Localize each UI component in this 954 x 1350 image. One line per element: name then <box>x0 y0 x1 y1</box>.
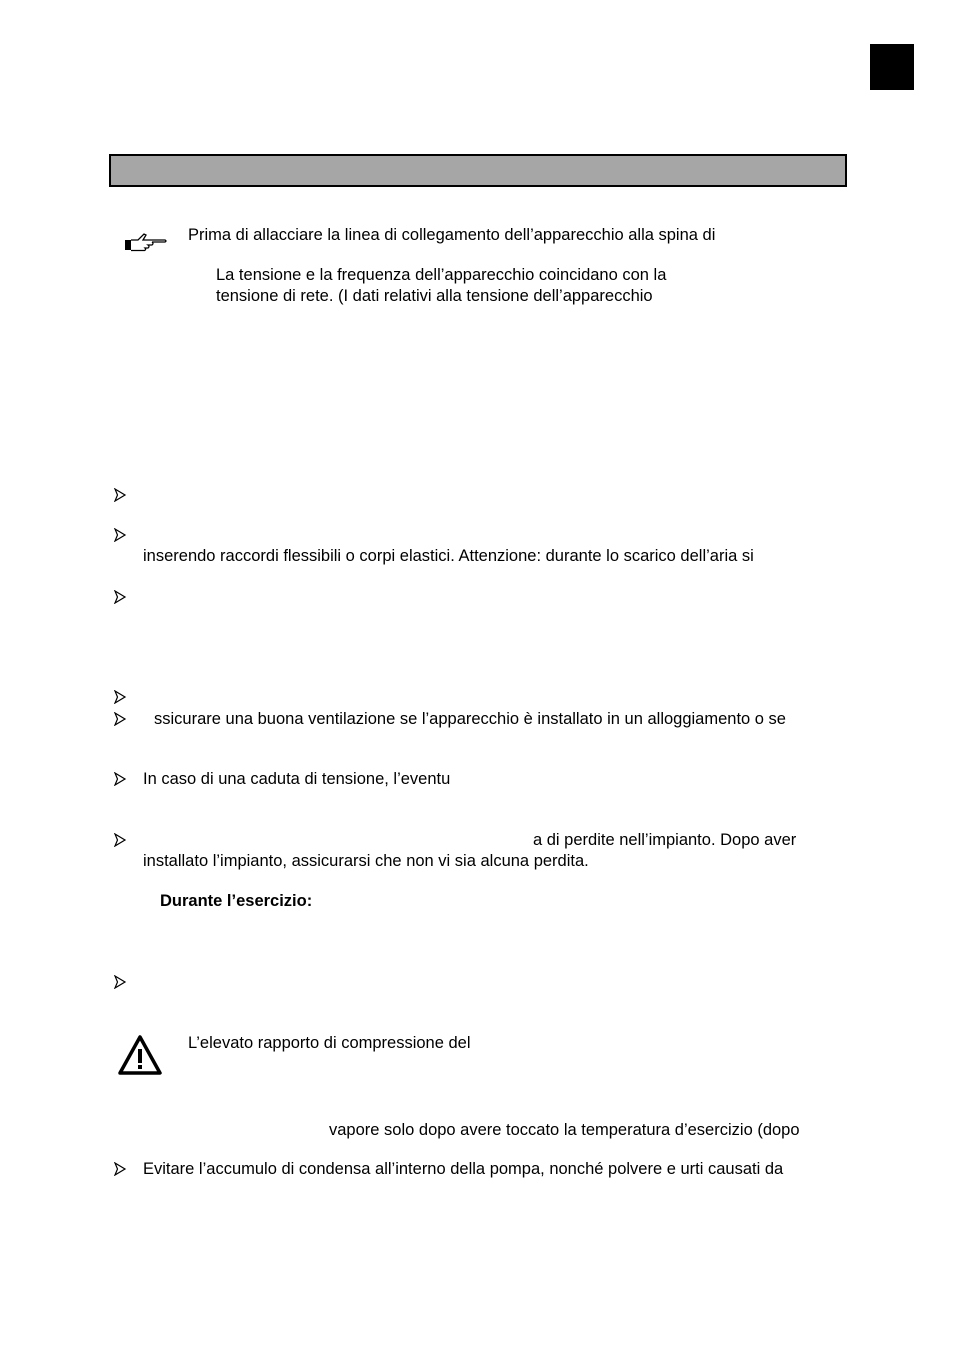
intro-sub-line: tensione di rete. (I dati relativi alla tensione dell’apparecchio <box>216 287 653 305</box>
bullet-arrow-icon <box>113 590 127 604</box>
section-heading: Durante l’esercizio: <box>160 892 313 910</box>
warning-text: vapore solo dopo avere toccato la temperatura d’esercizio (dopo <box>329 1121 800 1139</box>
warning-text: L’elevato rapporto di compressione del <box>188 1034 471 1052</box>
bullet-text: ssicurare una buona ventilazione se l’apparecchio è installato in un alloggiamento o se <box>154 710 786 728</box>
bullet-arrow-icon <box>113 488 127 502</box>
bullet-arrow-icon <box>113 975 127 989</box>
bullet-text: Evitare l’accumulo di condensa all’interno della pompa, nonché polvere e urti causati da <box>143 1160 784 1178</box>
bullet-arrow-icon <box>113 712 127 726</box>
section-header-bar <box>109 154 847 187</box>
intro-sub-line: La tensione e la frequenza dell’apparecchio coincidano con la <box>216 266 667 284</box>
bullet-arrow-icon <box>113 772 127 786</box>
language-tab-marker <box>870 44 914 90</box>
bullet-arrow-icon <box>113 833 127 847</box>
pointing-hand-icon <box>124 231 168 253</box>
bullet-text: In caso di una caduta di tensione, l’eventu <box>143 770 451 788</box>
bullet-arrow-icon <box>113 1162 127 1176</box>
bullet-text: inserendo raccordi flessibili o corpi elastici. Attenzione: durante lo scarico dell’aria si <box>143 547 754 565</box>
bullet-arrow-icon <box>113 528 127 542</box>
intro-line: Prima di allacciare la linea di collegamento dell’apparecchio alla spina di <box>188 226 716 244</box>
bullet-arrow-icon <box>113 690 127 704</box>
warning-triangle-icon <box>117 1034 163 1076</box>
bullet-text: a di perdite nell’impianto. Dopo aver <box>533 831 797 849</box>
bullet-text: installato l’impianto, assicurarsi che non vi sia alcuna perdita. <box>143 852 589 870</box>
